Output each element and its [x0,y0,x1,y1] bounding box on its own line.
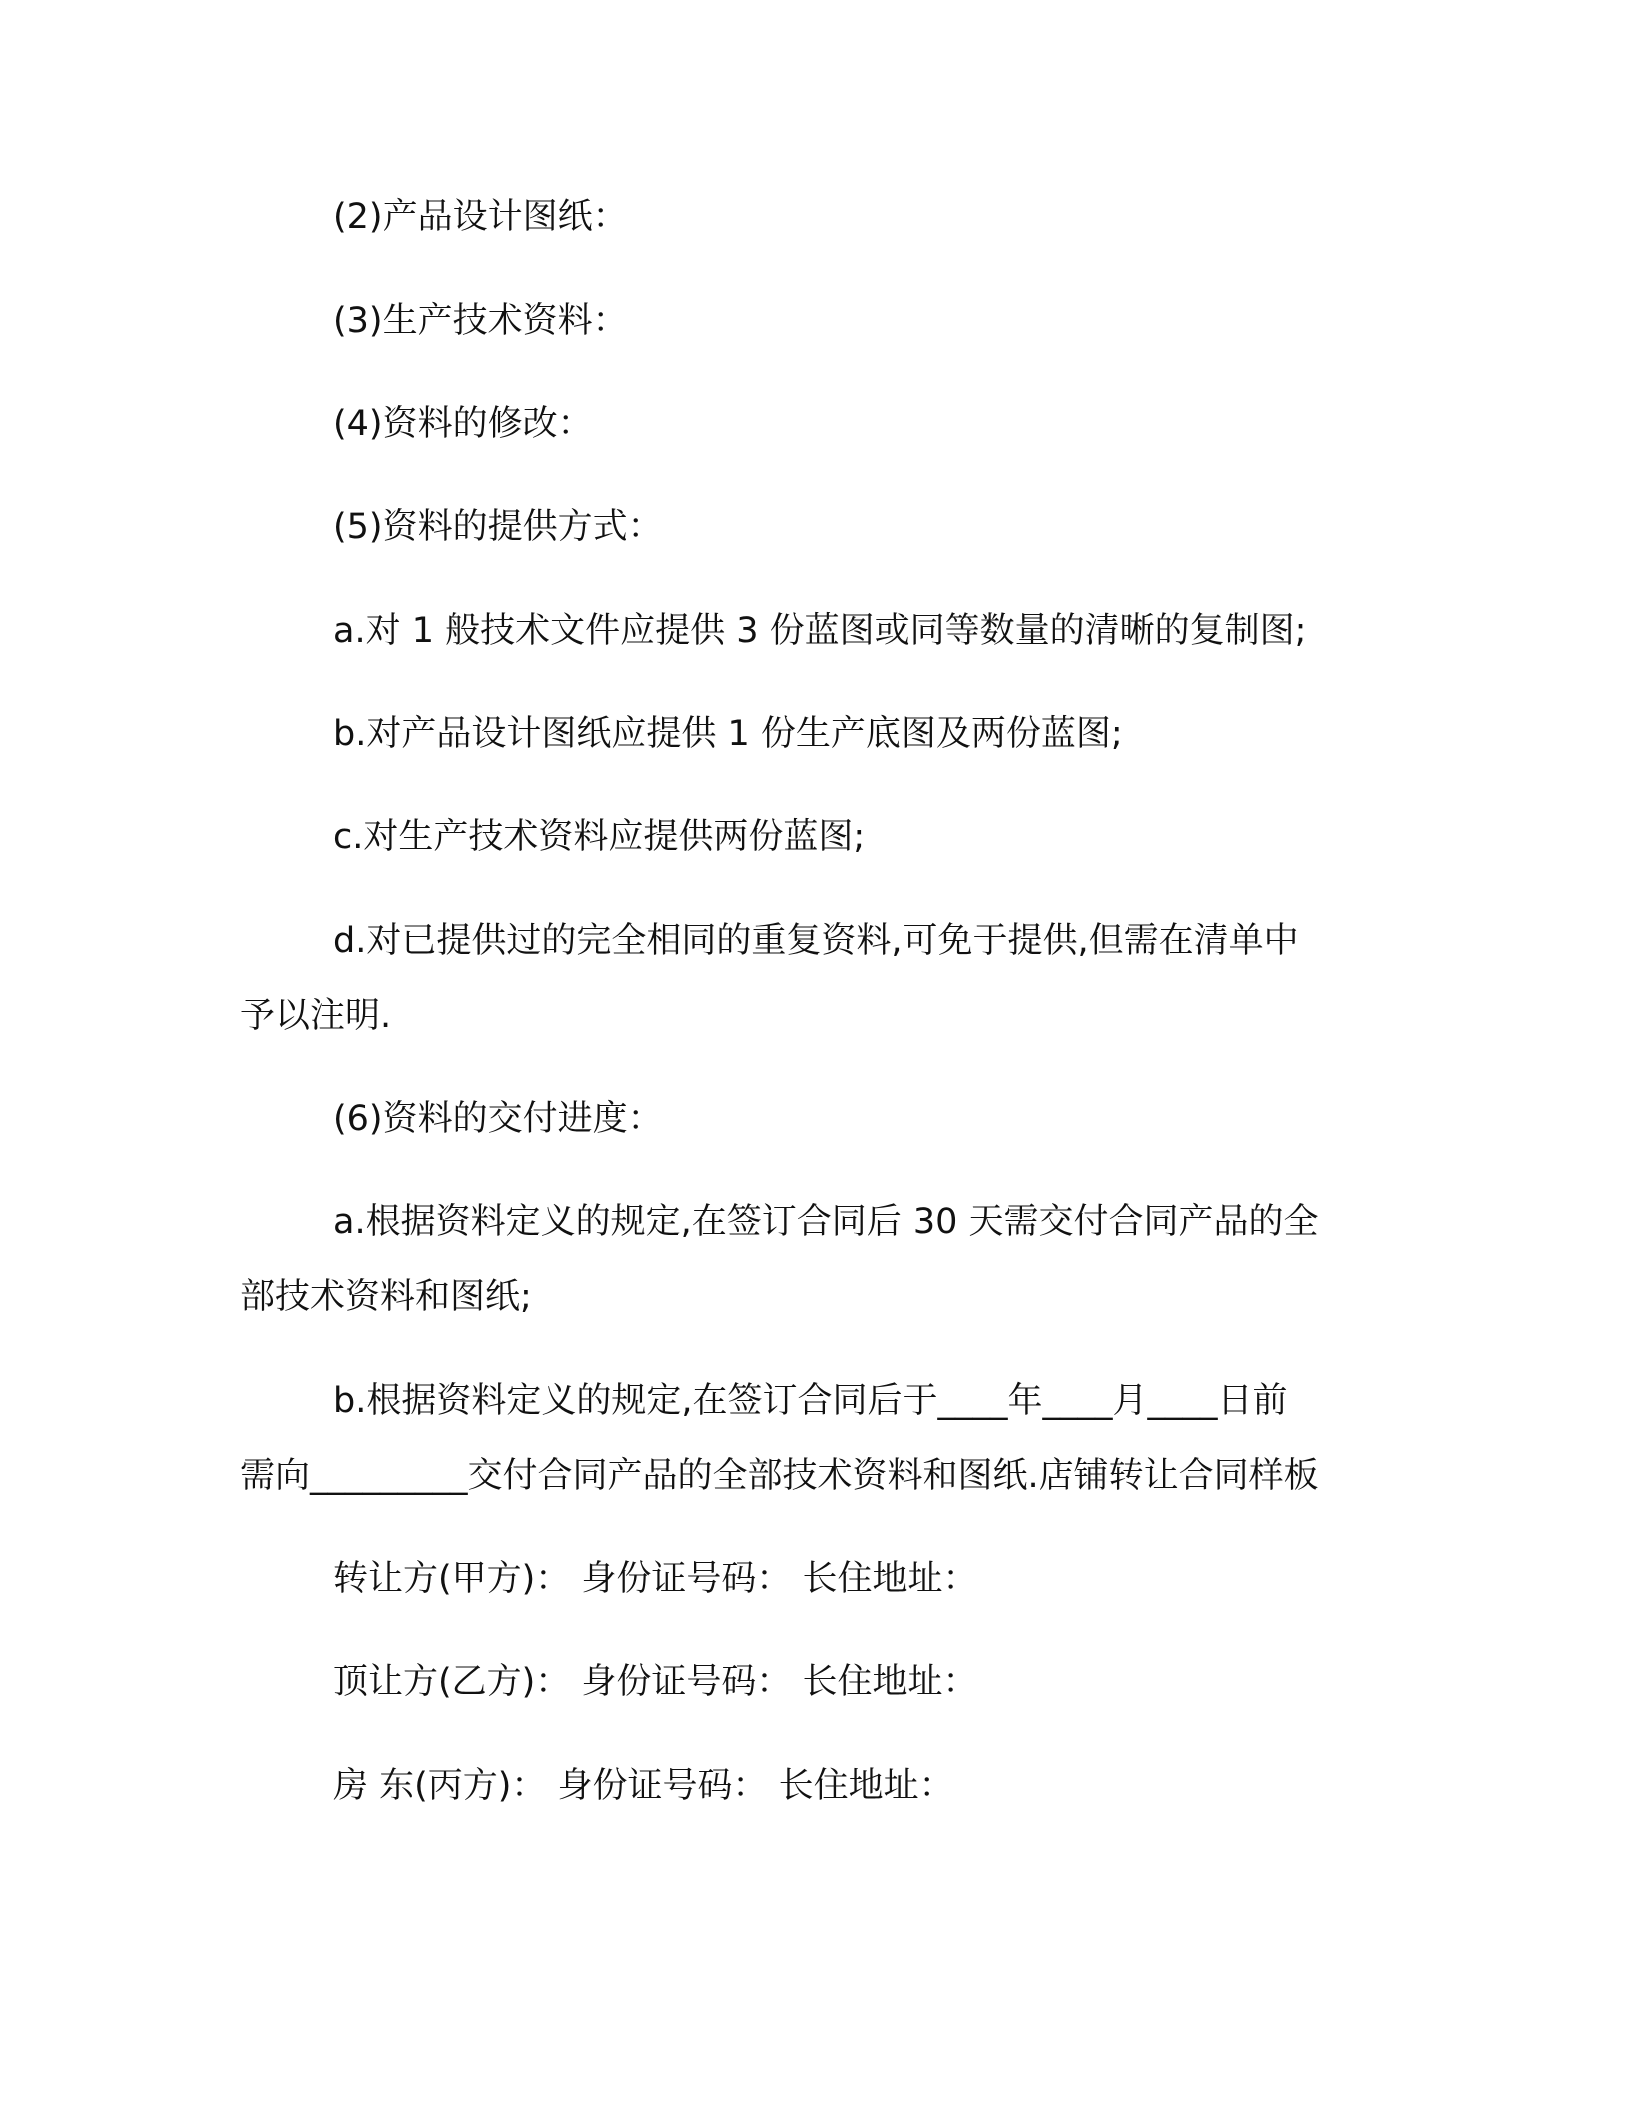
clause-6b-line1: b.根据资料定义的规定,在签订合同后于____年____月____日前 [333,1381,1288,1421]
clause-4-heading: (4)资料的修改： [333,404,593,444]
clause-5b: b.对产品设计图纸应提供 1 份生产底图及两份蓝图; [333,714,1123,754]
clause-6a-line1: a.根据资料定义的规定,在签订合同后 30 天需交付合同产品的全 [333,1202,1319,1242]
transferor-party-line: 转让方(甲方)： 身份证号码： 长住地址： [333,1559,978,1599]
clause-5d-line2: 予以注明. [240,996,392,1036]
clause-6-heading: (6)资料的交付进度： [333,1099,663,1139]
clause-5c: c.对生产技术资料应提供两份蓝图; [333,817,866,857]
clause-3-heading: (3)生产技术资料： [333,301,628,341]
clause-5a: a.对 1 般技术文件应提供 3 份蓝图或同等数量的清晰的复制图; [333,611,1307,651]
clause-6a-line2: 部技术资料和图纸; [240,1277,532,1317]
clause-6b-line2: 需向_________交付合同产品的全部技术资料和图纸.店铺转让合同样板 [240,1456,1319,1496]
clause-5d-line1: d.对已提供过的完全相同的重复资料,可免于提供,但需在清单中 [333,921,1299,961]
transferee-party-line: 顶让方(乙方)： 身份证号码： 长住地址： [333,1662,978,1702]
landlord-party-line: 房 东(丙方)： 身份证号码： 长住地址： [333,1766,954,1806]
clause-2-heading: (2)产品设计图纸： [333,197,628,237]
clause-5-heading: (5)资料的提供方式： [333,507,663,547]
